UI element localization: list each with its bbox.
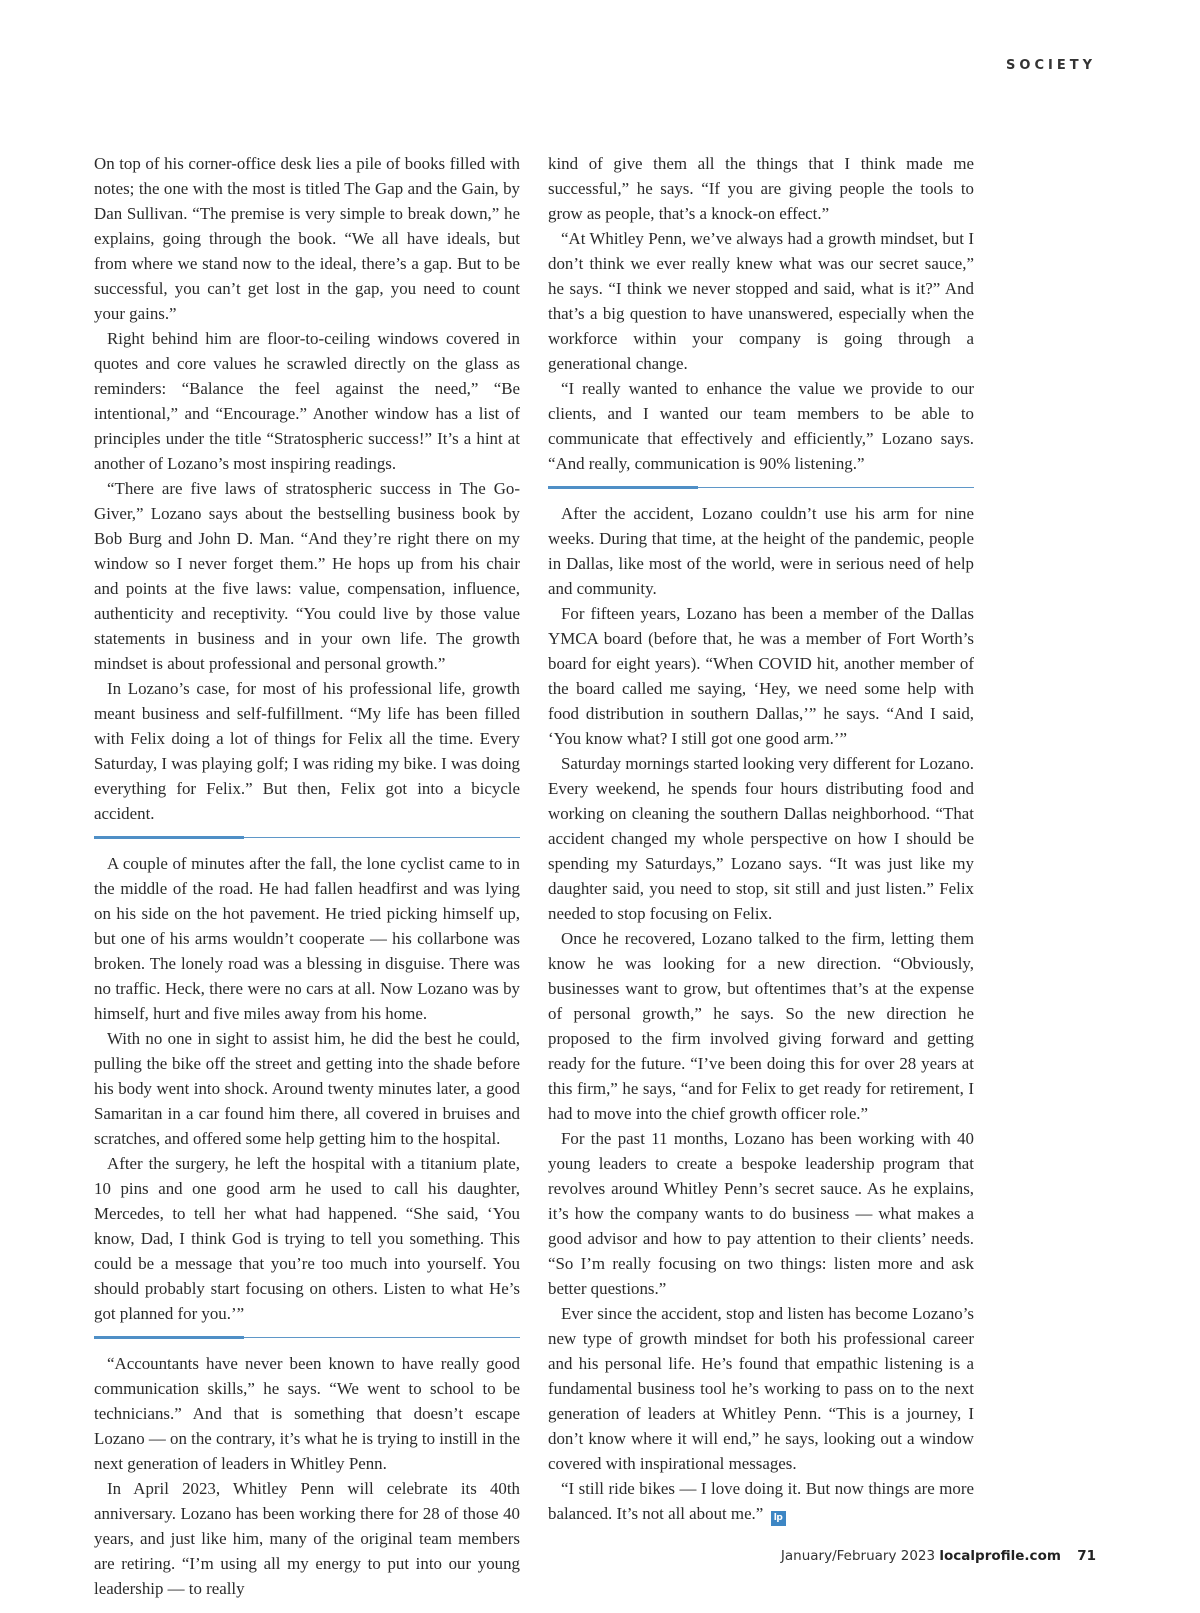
- paragraph: For the past 11 months, Lozano has been working with 40 young leaders to create a bespoke leadership program that revolves around Whitley Penn’s secret sauce. As he explains, it’s how the company wants to do business — what makes a good advisor and how to pay attention to their clients’ needs. “So I’m really focusing on two things: listen more and ask better questions.”: [548, 1129, 974, 1298]
- paragraph: On top of his corner-office desk lies a pile of books filled with notes; the one with the most is titled The Gap and the Gain, by Dan Sullivan. “The premise is very simple to break down,” he explains, going through the book. “We all have ideals, but from where we stand now to the ideal, there’s a gap. But to be successful, you can’t get lost in the gap, you need to count your gains.”: [94, 154, 520, 323]
- left-column: [94, 151, 520, 1601]
- right-column: [548, 151, 974, 1526]
- paragraph: Right behind him are floor-to-ceiling windows covered in quotes and core values he scrawled directly on the glass as reminders: “Balance the feel against the need,” “Be intentional,” and “Encourage.” Another window has a list of principles under the title “Stratospheric success!” It’s a hint at another of Lozano’s most inspiring readings.: [94, 329, 520, 473]
- issue-date: January/February 2023: [780, 1548, 936, 1564]
- paragraph: Ever since the accident, stop and listen has become Lozano’s new type of growth mindset for both his professional career and his personal life. He’s found that empathic listening is a fundamental business tool he’s working to pass on to the next generation of leaders at Whitley Penn. “This is a journey, I don’t know where it will end,” he says, looking out a window covered with inspirational messages.: [548, 1304, 974, 1473]
- page-number: 71: [1077, 1548, 1096, 1564]
- paragraph-final: [548, 1476, 974, 1526]
- section-divider: [94, 836, 520, 839]
- section-label: SOCIETY: [1006, 58, 1096, 73]
- paragraph: Once he recovered, Lozano talked to the firm, letting them know he was looking for a new direction. “Obviously, businesses want to grow, but oftentimes that’s at the expense of personal growth,” he says. So the new direction he proposed to the firm involved giving forward and getting ready for the future. “I’ve been doing this for over 28 years at this firm,” he says, “and for Felix to get ready for retirement, I had to move into the chief growth officer role.”: [548, 929, 974, 1123]
- paragraph: “There are five laws of stratospheric success in The Go-Giver,” Lozano says about the bestselling business book by Bob Burg and John D. Man. “And they’re right there on my window so I never forget them.” He hops up from his chair and points at the five laws: value, compensation, influence, authenticity and receptivity. “You could live by those value statements in business and in your own life. The growth mindset is about professional and personal growth.”: [94, 479, 520, 673]
- paragraph: After the accident, Lozano couldn’t use his arm for nine weeks. During that time, at the height of the pandemic, people in Dallas, like most of the world, were in serious need of help and community.: [548, 504, 974, 598]
- paragraph: After the surgery, he left the hospital with a titanium plate, 10 pins and one good arm he used to call his daughter, Mercedes, to tell her what had happened. “She said, ‘You know, Dad, I think God is trying to tell you something. This could be a message that you’re too much into yourself. You should probably start focusing on others. Listen to what He’s got planned for you.’”: [94, 1154, 520, 1323]
- paragraph: A couple of minutes after the fall, the lone cyclist came to in the middle of the road. He had fallen headfirst and was lying on his side on the hot pavement. He tried picking himself up, but one of his arms wouldn’t cooperate — his collarbone was broken. The lonely road was a blessing in disguise. There was no traffic. Heck, there were no cars at all. Now Lozano was by himself, hurt and five miles away from his home.: [94, 854, 520, 1023]
- final-text: “I still ride bikes — I love doing it. But now things are more balanced. It’s not all about me.”: [548, 1479, 974, 1523]
- paragraph: In Lozano’s case, for most of his professional life, growth meant business and self-fulfillment. “My life has been filled with Felix doing a lot of things for Felix all the time. Every Saturday, I was playing golf; I was riding my bike. I was doing everything for Felix.” But then, Felix got into a bicycle accident.: [94, 679, 520, 823]
- paragraph: For fifteen years, Lozano has been a member of the Dallas YMCA board (before that, he was a member of Fort Worth’s board for eight years). “When COVID hit, another member of the board called me saying, ‘Hey, we need some help with food distribution in southern Dallas,’” he says. “And I said, ‘You know what? I still got one good arm.’”: [548, 604, 974, 748]
- paragraph: kind of give them all the things that I think made me successful,” he says. “If you are giving people the tools to grow as people, that’s a knock-on effect.”: [548, 154, 974, 223]
- end-mark-icon: lp: [771, 1511, 786, 1526]
- site-name: localprofile.com: [939, 1548, 1061, 1564]
- section-divider: [548, 486, 974, 489]
- paragraph: Saturday mornings started looking very different for Lozano. Every weekend, he spends four hours distributing food and working on cleaning the southern Dallas neighborhood. “That accident changed my whole perspective on how I should be spending my Saturdays,” Lozano says. “It was just like my daughter said, you need to stop, sit still and just listen.” Felix needed to stop focusing on Felix.: [548, 754, 974, 923]
- section-divider: [94, 1336, 520, 1339]
- paragraph: “At Whitley Penn, we’ve always had a growth mindset, but I don’t think we ever really knew what was our secret sauce,” he says. “I think we never stopped and said, what is it?” And that’s a big question to have unanswered, especially when the workforce within your company is going through a generational change.: [548, 229, 974, 373]
- paragraph: “I really wanted to enhance the value we provide to our clients, and I wanted our team members to be able to communicate that effectively and efficiently,” Lozano says. “And really, communication is 90% listening.”: [548, 379, 974, 473]
- paragraph: With no one in sight to assist him, he did the best he could, pulling the bike off the street and getting into the shade before his body went into shock. Around twenty minutes later, a good Samaritan in a car found him there, all covered in bruises and scratches, and offered some help getting him to the hospital.: [94, 1029, 520, 1148]
- paragraph: “Accountants have never been known to have really good communication skills,” he says. “We went to school to be technicians.” And that is something that doesn’t escape Lozano — on the contrary, it’s what he is trying to instill in the next generation of leaders in Whitley Penn.: [94, 1354, 520, 1473]
- page-footer: [781, 1548, 1096, 1564]
- paragraph: In April 2023, Whitley Penn will celebrate its 40th anniversary. Lozano has been working there for 28 of those 40 years, and just like him, many of the original team members are retiring. “I’m using all my energy to put into our young leadership — to really: [94, 1479, 520, 1598]
